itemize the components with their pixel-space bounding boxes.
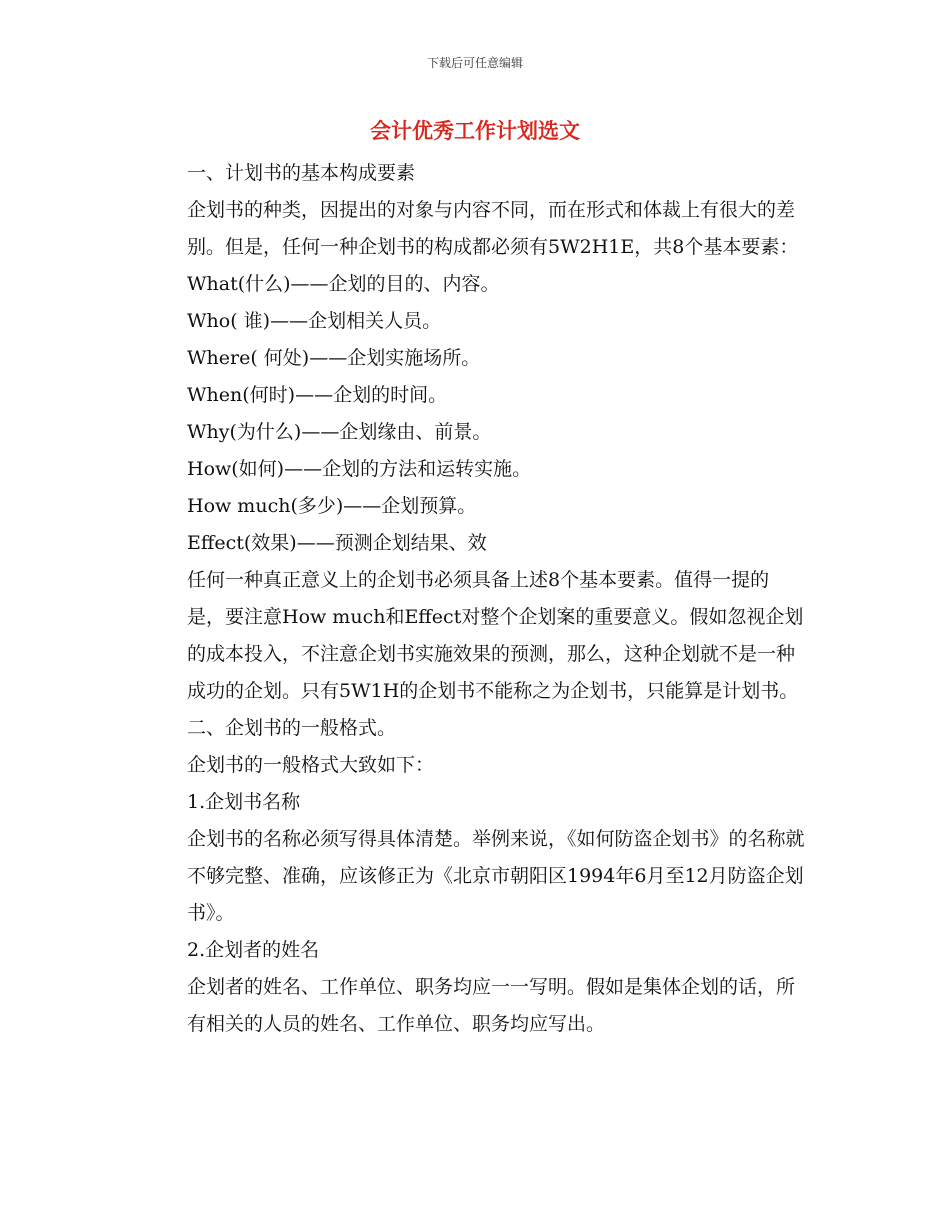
document-body bbox=[141, 155, 807, 1043]
section-heading: 二、企划书的一般格式。 bbox=[187, 717, 397, 739]
list-item: Who( 谁)——企划相关人员。 bbox=[187, 310, 442, 332]
header-note: 下载后可任意编辑 bbox=[426, 56, 523, 70]
list-item: How much(多少)——企划预算。 bbox=[187, 495, 477, 517]
paragraph: 企划者的姓名、工作单位、职务均应一一写明。假如是集体企划的话，所有相关的人员的姓名、工作单位、职务均应写出。 bbox=[187, 976, 796, 1035]
subsection-heading: 1.企划书名称 bbox=[187, 791, 301, 813]
list-item: Effect(效果)——预测企划结果、效 bbox=[187, 532, 487, 554]
list-item: Why(为什么)——企划缘由、前景。 bbox=[187, 421, 492, 443]
subsection-heading: 2.企划者的姓名 bbox=[187, 939, 320, 961]
paragraph: 企划书的名称必须写得具体清楚。举例来说，《如何防盗企划书》的名称就不够完整、准确，应该修正为《北京市朝阳区1994年6月至12月防盗企划书》。 bbox=[187, 828, 805, 924]
list-item: When(何时)——企划的时间。 bbox=[187, 384, 448, 406]
list-item: What(什么)——企划的目的、内容。 bbox=[187, 273, 500, 295]
paragraph: 企划书的一般格式大致如下： bbox=[187, 754, 435, 776]
section-heading: 一、计划书的基本构成要素 bbox=[187, 162, 416, 184]
paragraph: 企划书的种类，因提出的对象与内容不同，而在形式和体裁上有很大的差别。但是，任何一种企划书的构成都必须有5W2H1E，共8个基本要素： bbox=[187, 199, 799, 258]
document-title: 会计优秀工作计划选文 bbox=[370, 119, 580, 143]
list-item: How(如何)——企划的方法和运转实施。 bbox=[187, 458, 532, 480]
paragraph: 任何一种真正意义上的企划书必须具备上述8个基本要素。值得一提的是，要注意How much和Effect对整个企划案的重要意义。假如忽视企划的成本投入，不注意企划书实施效果的预测，那么，这种企划就不是一种成功的企划。只有5W1H的企划书不能称之为企划书，只能算是计划书。 bbox=[187, 569, 804, 702]
list-item: Where( 何处)——企划实施场所。 bbox=[187, 347, 481, 369]
